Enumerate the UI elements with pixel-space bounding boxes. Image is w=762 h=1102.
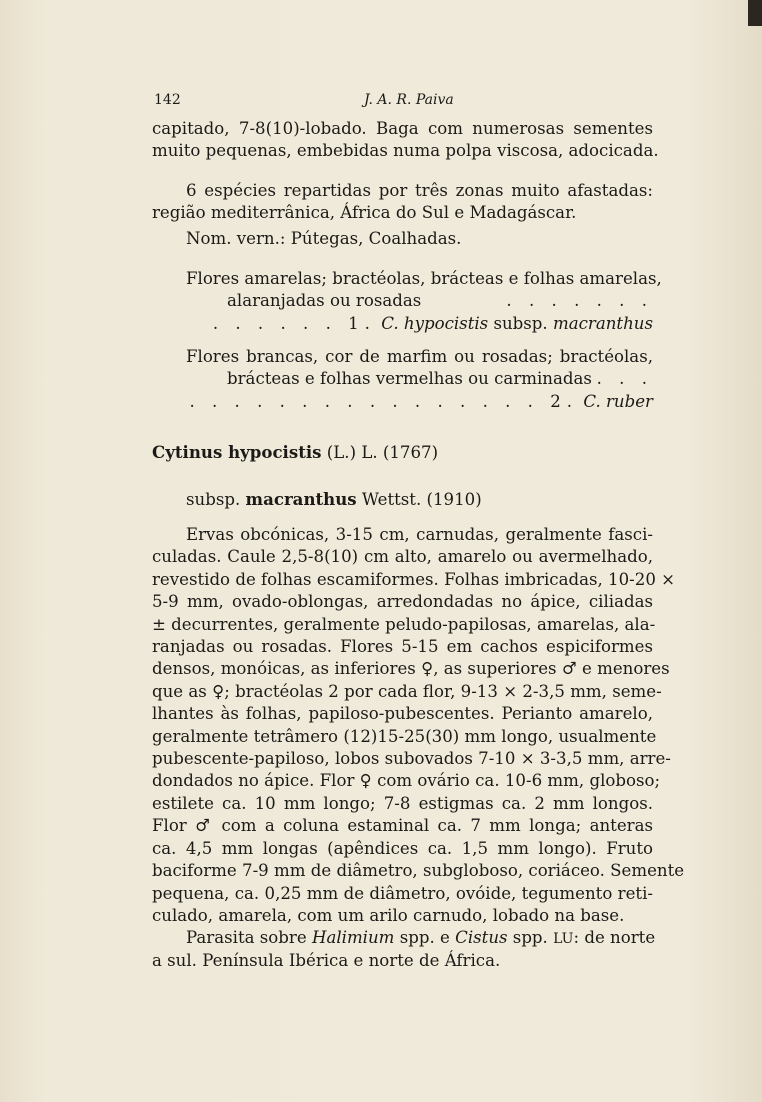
intro-line: muito pequenas, embebidas numa polpa viscosa, adocicada. — [152, 141, 659, 161]
species-count-paragraph — [152, 180, 653, 225]
description-line: pubescente-papiloso, lobos subovados 7-10 × 3-3,5 mm, arre- — [152, 749, 671, 769]
species-name: Cytinus hypocistis — [152, 442, 322, 462]
genus-intro — [152, 118, 659, 163]
key-text: brácteas e folhas vermelhas ou carminadas — [227, 369, 592, 389]
species-authority: (L.) L. (1767) — [326, 443, 439, 462]
key-line — [152, 290, 653, 312]
description-line: lhantes às folhas, papiloso-pubescentes. Perianto amarelo, — [152, 704, 653, 724]
key-leader-dots: . . . . . . . — [506, 291, 653, 311]
subspecies-authority: Wettst. (1910) — [361, 490, 482, 509]
key-leader-dots: . . . — [596, 369, 653, 389]
distribution-text: : de norte — [573, 928, 656, 947]
taxon-name: C. ruber — [583, 391, 653, 411]
description-line: geralmente tetrâmero (12)15-25(30) mm longo, usualmente — [152, 726, 657, 746]
key-leader-dots: . . . . . . 1. — [212, 313, 376, 333]
subspecies-title-line — [152, 488, 653, 511]
description-line: ca. 4,5 mm longas (apêndices ca. 1,5 mm longo). Fruto — [152, 838, 653, 858]
key-line — [152, 368, 653, 390]
key-leader-dots: . . . . . . . . . . . . . . . . 2. — [189, 391, 579, 411]
description-line: Ervas obcónicas, 3-15 cm, carnudas, geralmente fasci- — [186, 525, 653, 544]
intro-line: capitado, 7-8(10)-lobado. Baga com numerosas sementes — [152, 119, 653, 138]
description-line: estilete ca. 10 mm longo; 7-8 estigmas ca. 2 mm longos. — [152, 793, 653, 813]
subspecies-name: macranthus — [245, 489, 357, 509]
description-line: ± decurrentes, geralmente peludo-papilosas, amarelas, ala- — [152, 614, 656, 634]
host-genus: Halimium — [311, 928, 395, 947]
key-entry-2 — [152, 346, 653, 413]
distribution-paragraph — [152, 927, 656, 973]
description-line: densos, monóicas, as inferiores ♀, as superiores ♂ e menores — [152, 659, 670, 679]
description-line: 5-9 mm, ovado-oblongas, arredondadas no ápice, ciliadas — [152, 592, 653, 612]
distribution-line — [152, 927, 656, 950]
intro-line: 6 espécies repartidas por três zonas muito afastadas: — [186, 181, 653, 200]
rank-label: subsp. — [493, 313, 548, 333]
key-entry-1 — [152, 268, 662, 335]
description-line: ranjadas ou rosadas. Flores 5-15 em cachos espiciformes — [152, 637, 653, 657]
species-heading — [152, 441, 653, 464]
running-author: J. A. R. Paiva — [364, 92, 454, 108]
vernacular-names — [152, 228, 653, 250]
description-line: culado, amarela, com um arilo carnudo, lobado na base. — [152, 905, 625, 925]
page-number: 142 — [154, 92, 181, 108]
intro-line: região mediterrânica, África do Sul e Madagáscar. — [152, 203, 577, 223]
description-line: que as ♀; bractéolas 2 por cada flor, 9-13 × 2-3,5 mm, seme- — [152, 681, 662, 701]
region-code: LU — [553, 931, 574, 947]
host-genus: Cistus — [455, 928, 508, 947]
subspecies-heading — [152, 488, 653, 511]
running-header — [154, 92, 654, 112]
taxon-name: C. hypocistis — [381, 313, 489, 333]
description-paragraph — [152, 524, 685, 927]
description-line: pequena, ca. 0,25 mm de diâmetro, ovóide, tegumento reti- — [152, 883, 653, 903]
description-line: culadas. Caule 2,5-8(10) cm alto, amarelo ou avermelhado, — [152, 547, 653, 567]
description-line: baciforme 7-9 mm de diâmetro, subgloboso, coriáceo. Semente — [152, 861, 685, 881]
distribution-text: spp. e — [399, 928, 450, 947]
distribution-text: spp. — [512, 928, 548, 947]
species-title-line — [152, 441, 653, 464]
key-result-line — [152, 313, 653, 335]
key-line: Flores amarelas; bractéolas, brácteas e folhas amarelas, — [186, 269, 662, 288]
key-result-line — [152, 391, 653, 413]
key-text: alaranjadas ou rosadas — [227, 291, 422, 311]
description-line: dondados no ápice. Flor ♀ com ovário ca. 10-6 mm, globoso; — [152, 771, 661, 791]
distribution-line: a sul. Península Ibérica e norte de África. — [152, 951, 501, 971]
description-line: revestido de folhas escamiformes. Folhas imbricadas, 10-20 × — [152, 569, 676, 589]
taxon-epithet: macranthus — [553, 313, 653, 333]
description-line: Flor ♂ com a coluna estaminal ca. 7 mm longa; anteras — [152, 816, 653, 836]
rank-label: subsp. — [186, 490, 241, 509]
distribution-text: Parasita sobre — [186, 928, 307, 947]
key-line: Flores brancas, cor de marfim ou rosadas; bractéolas, — [186, 347, 653, 366]
edge-tab — [748, 0, 762, 26]
nom-vern-line: Nom. vern.: Pútegas, Coalhadas. — [186, 229, 462, 248]
